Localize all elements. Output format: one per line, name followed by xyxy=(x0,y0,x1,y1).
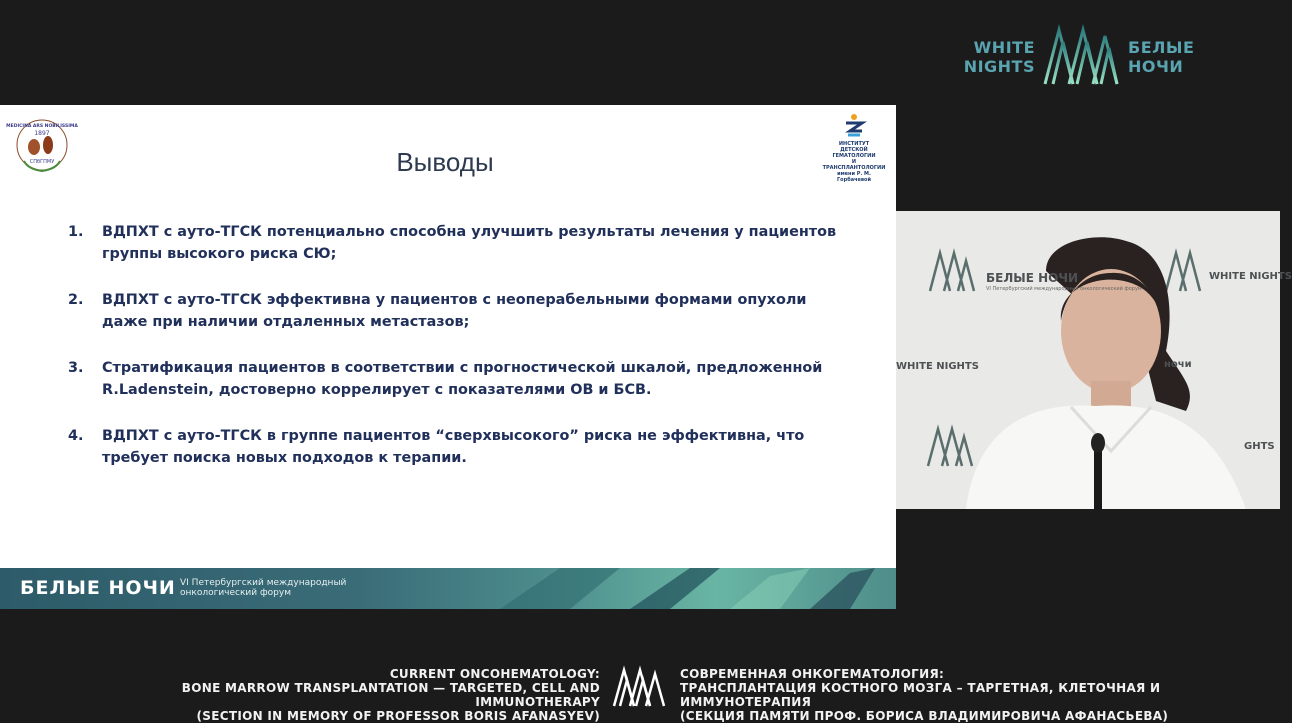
event-logo-nights: NIGHTS xyxy=(963,57,1035,76)
institute-logo xyxy=(820,113,888,183)
institute-line: имени Р. М. Горбачевой xyxy=(837,171,871,183)
conclusion-item xyxy=(68,357,848,401)
backdrop-text: WHITE NIGHTS xyxy=(896,361,979,372)
caption-line: ТРАНСПЛАНТАЦИЯ КОСТНОГО МОЗГА – ТАРГЕТНАЯ, КЛЕТОЧНАЯ И ИММУНОТЕРАПИЯ xyxy=(680,681,1161,709)
backdrop-subtext: VI Петербургский международный онкологический форум xyxy=(986,286,1142,292)
conclusion-text: ВДПХТ с ауто-ТГСК эффективна у пациентов с неоперабельными формами опухоли даже при наличии отдаленных метастазов; xyxy=(102,292,807,330)
backdrop-text: GHTS xyxy=(1244,441,1275,452)
backdrop-text: ночи xyxy=(1164,359,1192,370)
event-logo-nochi: НОЧИ xyxy=(1128,57,1184,76)
caption-emblem-icon xyxy=(612,666,666,708)
backdrop-text: WHITE NIGHTS xyxy=(1209,271,1292,282)
university-abbr: СПбГПМУ xyxy=(29,159,55,165)
conclusion-number: 2. xyxy=(68,292,84,308)
footer-forum-line: онкологический форум xyxy=(180,588,291,598)
event-logo-white: WHITE xyxy=(973,38,1035,57)
presentation-slide xyxy=(0,105,896,609)
conclusion-text: Стратификация пациентов в соответствии с прогностической шкалой, предложенной R.Ladenstein, достоверно коррелирует с показателями ОВ и БСВ. xyxy=(102,360,823,398)
conclusion-text: ВДПХТ с ауто-ТГСК в группе пациентов “сверхвысокого” риска не эффективна, что требует поиска новых подходов к терапии. xyxy=(102,428,805,466)
caption-line: СОВРЕМЕННАЯ ОНКОГЕМАТОЛОГИЯ: xyxy=(680,667,945,681)
footer-forum-text xyxy=(180,578,346,598)
conclusions-list xyxy=(68,221,848,493)
institute-line: ИНСТИТУТ xyxy=(838,141,870,147)
event-logo xyxy=(955,22,1205,92)
conclusion-item xyxy=(68,425,848,469)
institute-emblem-icon xyxy=(820,113,888,141)
white-nights-emblem-icon xyxy=(1039,24,1123,88)
slide-footer-band xyxy=(0,568,896,609)
institute-line: ДЕТСКОЙ ГЕМАТОЛОГИИ xyxy=(832,147,876,159)
footer-brand: БЕЛЫЕ НОЧИ xyxy=(20,577,176,599)
caption-russian xyxy=(680,667,1270,723)
footer-brush-decoration xyxy=(480,568,896,609)
caption-line: CURRENT ONCOHEMATOLOGY: xyxy=(389,667,600,681)
caption-english xyxy=(90,667,600,723)
university-year: 1897 xyxy=(34,130,50,137)
university-logo xyxy=(6,117,78,173)
conclusion-item xyxy=(68,289,848,333)
caption-line: (СЕКЦИЯ ПАМЯТИ ПРОФ. БОРИСА ВЛАДИМИРОВИЧА АФАНАСЬЕВА) xyxy=(680,709,1169,723)
footer-forum-line: VI Петербургский международный xyxy=(180,578,347,588)
conclusion-item xyxy=(68,221,848,265)
speaker-video-panel xyxy=(896,211,1292,509)
conclusion-number: 1. xyxy=(68,224,84,240)
conclusion-number: 4. xyxy=(68,428,84,444)
caption-line: (SECTION IN MEMORY OF PROFESSOR BORIS AFANASYEV) xyxy=(196,709,600,723)
event-logo-belye: БЕЛЫЕ xyxy=(1128,38,1195,57)
backdrop-text: БЕЛЫЕ НОЧИ xyxy=(986,271,1079,285)
speaker-video-frame xyxy=(896,211,1280,509)
event-logo-text-en xyxy=(957,38,1035,76)
conclusion-number: 3. xyxy=(68,360,84,376)
institute-line: И ТРАНСПЛАНТОЛОГИИ xyxy=(822,159,886,171)
institute-name xyxy=(820,141,888,183)
event-logo-text-ru xyxy=(1128,38,1194,76)
conclusion-text: ВДПХТ с ауто-ТГСК потенциально способна улучшить результаты лечения у пациентов группы высокого риска СЮ; xyxy=(102,224,837,262)
caption-line: BONE MARROW TRANSPLANTATION — TARGETED, CELL AND IMMUNOTHERAPY xyxy=(181,681,600,709)
university-motto: MEDICINA ARS NOBILISSIMA xyxy=(6,124,78,129)
slide-title: Выводы xyxy=(396,147,494,177)
